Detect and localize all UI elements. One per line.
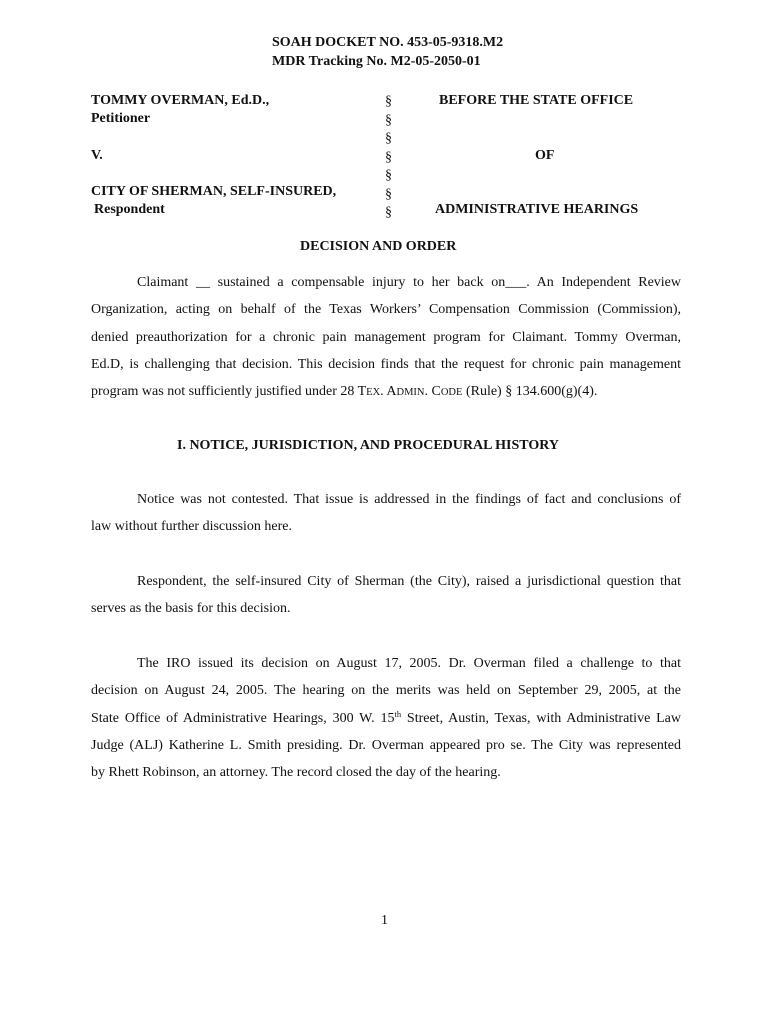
citation-text: (Rule) § 134.600(g)(4). [462, 384, 598, 400]
section-mark: § [385, 94, 392, 109]
document-title: DECISION AND ORDER [300, 239, 457, 254]
section-mark: § [385, 205, 392, 220]
citation-smallcaps: ODE [440, 387, 463, 399]
intro-line-citation [91, 378, 681, 406]
petitioner-name: TOMMY OVERMAN, Ed.D., [91, 93, 270, 108]
intro-line: Claimant __ sustained a compensable injury to her back on___. An Independent Review [137, 275, 681, 290]
docket-number: SOAH DOCKET NO. 453-05-9318.M2 [272, 35, 504, 50]
history-line: Judge (ALJ) Katherine L. Smith presiding. Dr. Overman appeared pro se. The City was represented [91, 737, 681, 753]
intro-line: Ed.D, is challenging that decision. This decision finds that the request for chronic pain management [91, 356, 681, 372]
history-line: The IRO issued its decision on August 17, 2005. Dr. Overman filed a challenge to that [137, 656, 681, 671]
section-mark: § [385, 149, 392, 165]
section-mark: § [385, 112, 392, 128]
history-line: decision on August 24, 2005. The hearing on the merits was held on September 29, 2005, at the [91, 683, 681, 699]
page-number: 1 [381, 913, 388, 928]
ordinal-superscript: th [394, 708, 402, 719]
notice-paragraph [91, 486, 681, 541]
tracking-number: MDR Tracking No. M2-05-2050-01 [272, 54, 481, 69]
section-heading: I. NOTICE, JURISDICTION, AND PROCEDURAL HISTORY [177, 438, 559, 453]
section-mark: § [385, 186, 392, 202]
notice-line: Notice was not contested. That issue is addressed in the findings of fact and conclusions of [137, 492, 681, 507]
history-line: by Rhett Robinson, an attorney. The record closed the day of the hearing. [91, 765, 501, 781]
court-name-mid: OF [535, 148, 555, 163]
citation-text: program was not sufficiently justified under 28 T [91, 384, 367, 400]
respondent-line: serves as the basis for this decision. [91, 601, 291, 617]
intro-line: Organization, acting on behalf of the Texas Workers’ Compensation Commission (Commission), [91, 302, 681, 318]
notice-line: law without further discussion here. [91, 519, 293, 535]
respondent-role: Respondent [94, 202, 165, 217]
court-name-top: BEFORE THE STATE OFFICE [439, 93, 634, 108]
petitioner-role: Petitioner [91, 111, 151, 126]
address-text: Street, Austin, Texas, with Administrative Law [401, 710, 681, 726]
citation-smallcaps: DMIN [396, 387, 425, 399]
court-name-bottom: ADMINISTRATIVE HEARINGS [435, 202, 639, 217]
history-paragraph [91, 650, 681, 786]
address-text: State Office of Administrative Hearings, 300 W. 15 [91, 710, 395, 726]
section-mark-column [385, 93, 392, 223]
section-mark: § [385, 131, 392, 146]
respondent-line: Respondent, the self-insured City of Sherman (the City), raised a jurisdictional question that [137, 574, 681, 589]
citation-smallcaps: EX [366, 387, 381, 399]
history-line-address [91, 705, 681, 732]
section-mark: § [385, 168, 392, 183]
citation-text: . A [380, 384, 397, 400]
intro-line: denied preauthorization for a chronic pain management program for Claimant. Tommy Overman, [91, 329, 681, 345]
versus-label: V. [91, 148, 103, 163]
intro-paragraph [91, 269, 681, 406]
respondent-name: CITY OF SHERMAN, SELF-INSURED, [91, 184, 337, 199]
respondent-paragraph [91, 568, 681, 623]
citation-text: . C [424, 384, 441, 400]
